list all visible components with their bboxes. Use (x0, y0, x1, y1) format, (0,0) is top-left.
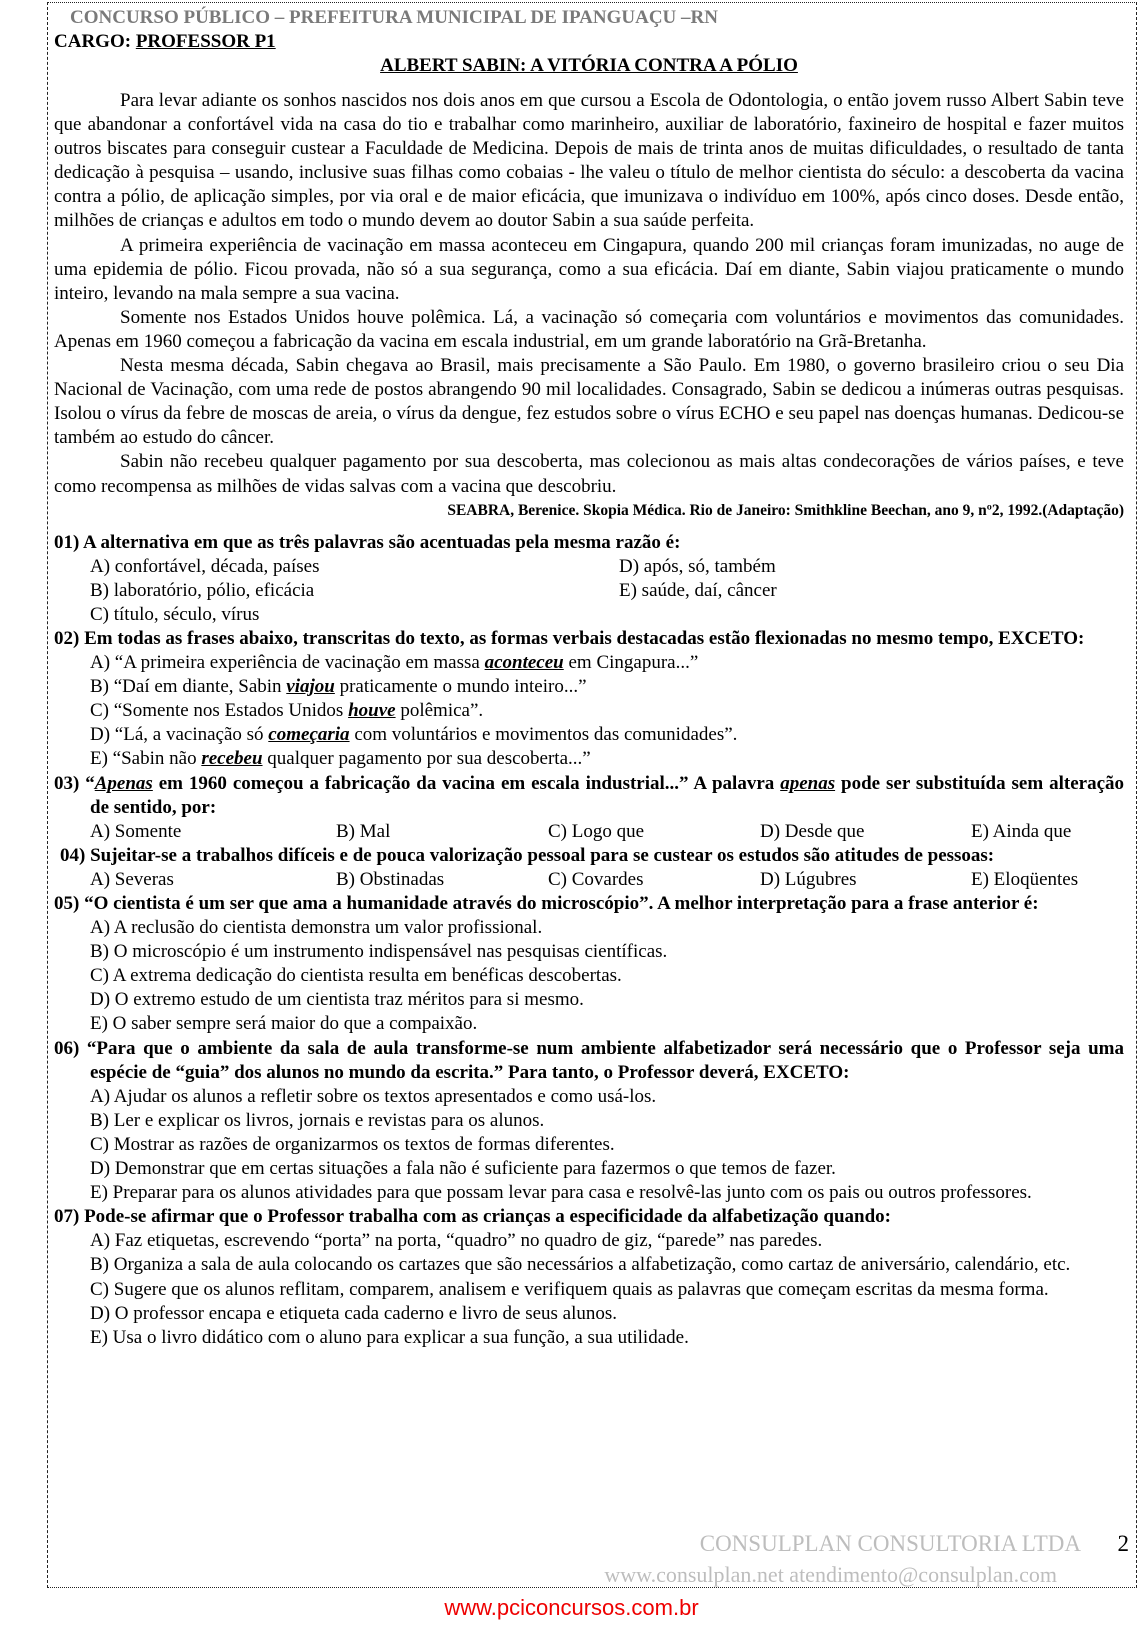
option-c: C) “Somente nos Estados Unidos houve polêmica”. (90, 700, 484, 722)
question-02: 02) Em todas as frases abaixo, transcritas do texto, as formas verbais destacadas estão flexionadas no mesmo tempo, EXCETO: (54, 627, 1085, 649)
question-03: 03) “Apenas em 1960 começou a fabricação da vacina em escala industrial...” A palavra apenas pode ser substituída sem alteração de sentido, por: (54, 772, 1124, 818)
option-d: D) O extremo estudo de um cientista traz méritos para si mesmo. (90, 989, 584, 1011)
option-a: A) Faz etiquetas, escrevendo “porta” na porta, “quadro” no quadro de giz, “parede” nas paredes. (90, 1230, 823, 1252)
highlighted-verb: houve (348, 700, 396, 722)
option-a: A) Severas (90, 868, 174, 890)
option-a: A) confortável, década, países (90, 555, 320, 577)
paragraph: Somente nos Estados Unidos houve polêmica. Lá, a vacinação só começaria com voluntários e movimentos das comunidades. Apenas em 1960 começou a fabricação da vacina em escala industrial, em um grande laboratório na Grã-Bretanha. (54, 306, 1124, 352)
article-title: ALBERT SABIN: A VITÓRIA CONTRA A PÓLIO (380, 55, 798, 76)
exam-header: CONCURSO PÚBLICO – PREFEITURA MUNICIPAL DE IPANGUAÇU –RN (70, 7, 718, 28)
page-number: 2 (1117, 1531, 1129, 1556)
option-d: D) Demonstrar que em certas situações a fala não é suficiente para fazermos o que temos de fazer. (90, 1158, 836, 1180)
question-06: 06) “Para que o ambiente da sala de aula transforme-se num ambiente alfabetizador será necessário que o Professor seja uma espécie de “guia” dos alunos no mundo da escrita.” Para tanto, o Professor deverá, EXCETO: (54, 1037, 1124, 1083)
paragraph: Para levar adiante os sonhos nascidos nos dois anos em que cursou a Escola de Odontologia, o então jovem russo Albert Sabin teve que abandonar a confortável vida na casa do tio e trabalhar como marinheiro, auxiliar de laboratório, faxineiro de hospital e fazer muitos outros biscates para conseguir custear a Faculdade de Medicina. Depois de mais de trinta anos de muitas dificuldades, o resultado de tanta dedicação à pesquisa – usando, inclusive suas filhas como cobaias - lhe valeu o título de melhor cientista do século: a descoberta da vacina contra a pólio, de aplicação simples, por via oral e de maior eficácia, que imunizava o indivíduo em 100%, após cinco doses. Desde então, milhões de crianças e adultos em todo o mundo devem ao doutor Sabin a sua saúde perfeita. (54, 90, 1124, 232)
option-b: B) laboratório, pólio, eficácia (90, 579, 315, 601)
option-a: A) Somente (90, 820, 182, 842)
cargo-line (54, 30, 1124, 54)
option-a: A) Ajudar os alunos a refletir sobre os textos apresentados e como usá-los. (90, 1085, 657, 1107)
highlighted-verb: recebeu (201, 748, 263, 770)
option-a: A) “A primeira experiência de vacinação em massa aconteceu em Cingapura...” (90, 652, 699, 674)
option-d: D) após, só, também (619, 555, 776, 577)
option-d: D) O professor encapa e etiqueta cada caderno e livro de seus alunos. (90, 1302, 618, 1324)
paragraph: Sabin não recebeu qualquer pagamento por sua descoberta, mas colecionou as mais altas condecorações de vários países, e teve como recompensa as milhões de vidas salvas com a vacina que descobriu. (54, 451, 1124, 497)
cargo-label: CARGO: (54, 31, 132, 52)
option-e: E) Eloqüentes (971, 868, 1079, 890)
option-a: A) A reclusão do cientista demonstra um valor profissional. (90, 917, 543, 939)
option-e: E) Ainda que (971, 820, 1072, 842)
footer-company: CONSULPLAN CONSULTORIA LTDA (699, 1531, 1081, 1556)
source-citation: SEABRA, Berenice. Skopia Médica. Rio de Janeiro: Smithkline Beechan, ano 9, nº2, 1992.(Adaptação) (447, 501, 1124, 519)
highlighted-verb: aconteceu (484, 652, 564, 674)
option-d: D) Lúgubres (760, 868, 857, 890)
option-c: C) Sugere que os alunos reflitam, comparem, analisem e verifiquem quais as palavras que começam escritas da mesma forma. (90, 1278, 1049, 1300)
option-e: E) Preparar para os alunos atividades para que possam levar para casa e resolvê-las junto com os pais ou outros professores. (90, 1182, 1032, 1204)
option-c: C) Mostrar as razões de organizarmos os textos de formas diferentes. (90, 1133, 615, 1155)
cargo-value: PROFESSOR P1 (135, 31, 276, 52)
questions (54, 531, 1124, 1350)
option-e: E) “Sabin não recebeu qualquer pagamento por sua descoberta...” (90, 748, 591, 770)
question-04: 04) Sujeitar-se a trabalhos difíceis e de pouca valorização pessoal para se custear os estudos são atitudes de pessoas: (60, 844, 995, 866)
site-link[interactable]: www.pciconcursos.com.br (444, 1595, 699, 1620)
paragraph: A primeira experiência de vacinação em massa aconteceu em Cingapura, quando 200 mil crianças foram imunizadas, no auge de uma epidemia de pólio. Ficou provada, não só a sua segurança, como a sua eficácia. Daí em diante, Sabin viajou praticamente o mundo inteiro, levando na mala sempre a sua vacina. (54, 234, 1124, 304)
option-b: B) Ler e explicar os livros, jornais e revistas para os alunos. (90, 1109, 545, 1131)
option-b: B) Obstinadas (336, 868, 445, 890)
option-b: B) Mal (336, 820, 391, 842)
option-e: E) O saber sempre será maior do que a compaixão. (90, 1013, 478, 1035)
footer-contact[interactable]: www.consulplan.net atendimento@consulplan.com (604, 1562, 1057, 1587)
option-b: B) O microscópio é um instrumento indispensável nas pesquisas científicas. (90, 941, 668, 963)
exam-page (54, 6, 1124, 1350)
option-c: C) título, século, vírus (90, 603, 260, 625)
option-c: C) A extrema dedicação do cientista resulta em benéficas descobertas. (90, 965, 622, 987)
option-d: D) Desde que (760, 820, 865, 842)
question-05: 05) “O cientista é um ser que ama a humanidade através do microscópio”. A melhor interpretação para a frase anterior é: (54, 893, 1039, 914)
option-c: C) Covardes (548, 868, 644, 890)
highlighted-verb: viajou (286, 676, 335, 698)
option-e: E) Usa o livro didático com o aluno para explicar a sua função, a sua utilidade. (90, 1326, 689, 1348)
option-d: D) “Lá, a vacinação só começaria com voluntários e movimentos das comunidades”. (90, 724, 738, 746)
option-c: C) Logo que (548, 820, 645, 842)
paragraph: Nesta mesma década, Sabin chegava ao Brasil, mais precisamente a São Paulo. Em 1980, o governo brasileiro criou o seu Dia Nacional de Vacinação, com uma rede de postos abrangendo 90 mil localidades. Consagrado, Sabin se dedicou a inúmeras outras pesquisas. Isolou o vírus da febre de moscas de areia, o vírus da dengue, fez estudos sobre o vírus ECHO e seu papel nas doenças humanas. Dedicou-se também ao estudo do câncer. (54, 355, 1125, 449)
option-b: B) Organiza a sala de aula colocando os cartazes que são necessários a alfabetização, como cartaz de aniversário, calendário, etc. (90, 1254, 1071, 1276)
question-07: 07) Pode-se afirmar que o Professor trabalha com as crianças a especificidade da alfabetização quando: (54, 1206, 891, 1228)
question-01: 01) A alternativa em que as três palavras são acentuadas pela mesma razão é: (54, 531, 681, 553)
option-e: E) saúde, daí, câncer (619, 579, 777, 601)
highlighted-verb: começaria (268, 724, 350, 746)
option-b: B) “Daí em diante, Sabin viajou praticamente o mundo inteiro...” (90, 676, 587, 698)
